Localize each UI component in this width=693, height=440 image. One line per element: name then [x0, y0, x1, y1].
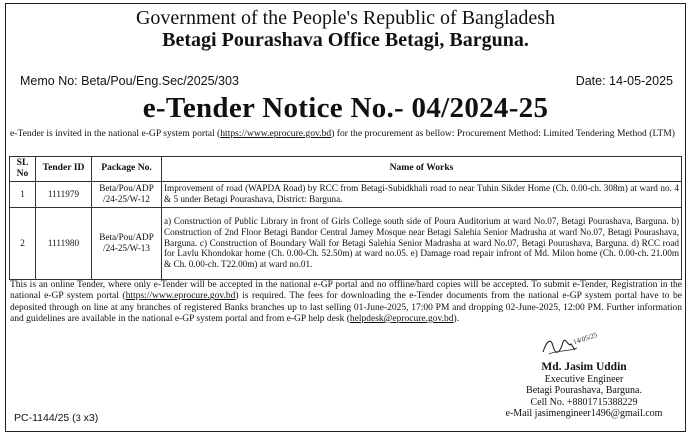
- pc-prefix: PC-1144/25 (: [14, 412, 76, 424]
- signatory-name: Md. Jasim Uddin: [541, 361, 627, 373]
- pc-reference: [14, 412, 98, 424]
- table-row: [10, 207, 682, 279]
- row-works: a) Construction of Public Library in front of Girls College south side of Poura Auditorium at ward No.07, Betagi Pourashava, Barguna. b) Construction of 2nd Floor Betagi Bandor Central Jamey Mosque near Betagi Salehia Senior Madrasha at ward No.07, Betagi Pourashava, Barguna. c) Construction of Boundary Wall for Betagi Salehia Senior Madrasha at ward No.07, Betagi Pourashava, Barguna. d) RCC road for Lavlu Khondokar home (Ch. 0.00-Ch. 52.50m) at ward no.05. e) Damage road repair infront of Md. Milon home (Ch. 0.00-ch. 21.00m & Ch. 0.00-ch. T22.00m) at ward no.01.: [162, 207, 682, 279]
- header-sl-no: SL No: [10, 157, 36, 182]
- signatory-title: Executive Engineer: [544, 373, 624, 385]
- signatory-cell: Cell No. +8801715388229: [530, 396, 638, 408]
- intro-paragraph: [10, 128, 682, 140]
- signature-image: [541, 330, 599, 360]
- table-row: [10, 181, 682, 207]
- header-name-of-works: Name of Works: [162, 157, 682, 182]
- intro-text-before: e-Tender is invited in the national e-GP system portal (: [10, 128, 221, 139]
- row-tender-id: 1111979: [36, 181, 92, 207]
- helpdesk-email-link[interactable]: helpdesk@eprocure.gov.bd: [349, 313, 454, 324]
- row-package: Beta/Pou/ADP /24-25/W-13: [92, 207, 162, 279]
- notice-date: Date: 14-05-2025: [575, 74, 673, 88]
- instructions-text-2: ) is required. The fees for downloading the e-Tender documents from the national e-GP system portal have to be deposited through on line at any branches of registered Banks branches up to last selling 01-June-2025, 17:00 PM and dropping 02-June-2025, 12:00 PM. Further information and guidelines are available in the national e-GP system portal and from e-GP help desk (: [10, 291, 682, 324]
- eprocure-link[interactable]: https://www.eprocure.gov.bd: [220, 128, 332, 139]
- notice-title: e-Tender Notice No.- 04/2024-25: [142, 92, 549, 124]
- eprocure-link-2[interactable]: https://www.eprocure.gov.bd: [125, 291, 236, 302]
- header-office: Betagi Pourashava Office Betagi, Barguna.: [162, 29, 529, 51]
- row-package: Beta/Pou/ADP /24-25/W-12: [92, 181, 162, 207]
- pc-handwritten-number: 3: [75, 413, 81, 423]
- header-tender-id: Tender ID: [36, 157, 92, 182]
- header-package-no: Package No.: [92, 157, 162, 182]
- memo-number: Memo No: Beta/Pou/Eng.Sec/2025/303: [20, 74, 239, 88]
- row-sl: 2: [10, 207, 36, 279]
- intro-text-after: ) for the procurement as bellow: Procurement Method: Limited Tendering Method (LTM): [331, 128, 676, 139]
- works-table: [9, 156, 682, 280]
- header-government: Government of the People's Republic of Bangladesh: [135, 7, 556, 29]
- signatory-email: e-Mail jasimengineer1496@gmail.com: [505, 408, 663, 420]
- signatory-block: [484, 362, 684, 420]
- row-works: Improvement of road (WAPDA Road) by RCC from Betagi-Subidkhali road to near Tuhin Sikder Home (Ch. 0.00-ch. 308m) at ward no. 4 & 5 under Betagi Pourashava, District: Barguna.: [162, 181, 682, 207]
- signatory-office: Betagi Pourashava, Barguna.: [526, 385, 642, 397]
- instructions-text-1: This is an online Tender, where only e-Tender will be accepted in the national e-GP portal and no offline/hard copies will be accepted. To submit e-Tender, Registration in the national e-GP system portal (: [10, 280, 682, 302]
- table-header-row: [10, 157, 682, 182]
- row-sl: 1: [10, 181, 36, 207]
- signature-date: 14/05/25: [572, 330, 599, 347]
- pc-suffix: x3): [80, 412, 99, 424]
- instructions-paragraph: [10, 280, 682, 325]
- tender-notice: [5, 3, 686, 432]
- instructions-text-3: ).: [453, 313, 460, 324]
- row-tender-id: 1111980: [36, 207, 92, 279]
